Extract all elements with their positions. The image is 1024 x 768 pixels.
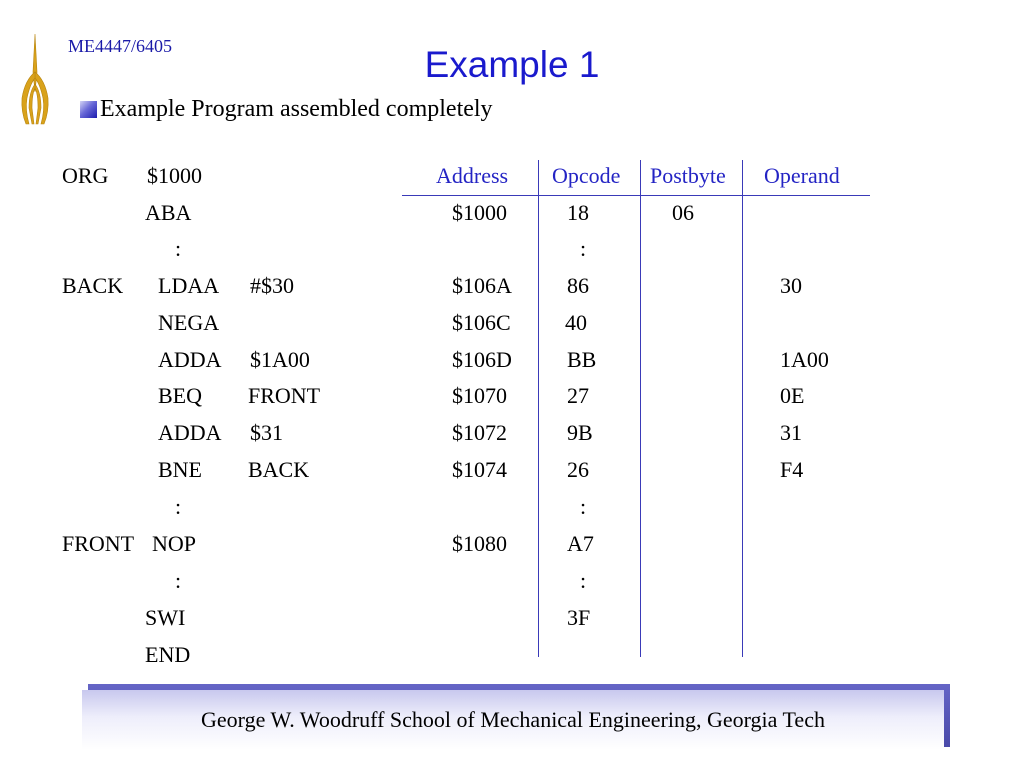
footer-banner [82, 690, 944, 750]
program-operand: BACK [248, 457, 310, 482]
program-ellipsis: : [175, 236, 182, 261]
program-ellipsis: : [175, 568, 182, 593]
cell-operand: F4 [780, 457, 804, 482]
column-divider [640, 160, 641, 657]
program-mnemonic: END [145, 642, 191, 667]
column-header-address: Address [436, 163, 509, 188]
column-divider [538, 160, 539, 657]
org-directive: ORG [62, 163, 109, 188]
program-mnemonic: ABA [145, 200, 192, 225]
cell-address: $1080 [452, 531, 507, 556]
cell-address: $1072 [452, 420, 507, 445]
cell-address: $1070 [452, 383, 507, 408]
course-code: ME4447/6405 [68, 36, 173, 56]
cell-opcode: 9B [567, 420, 593, 445]
cell-operand: 1A00 [780, 347, 829, 372]
header-divider [402, 195, 870, 196]
program-mnemonic: SWI [145, 605, 186, 630]
program-operand: $31 [250, 420, 283, 445]
cell-opcode: 27 [567, 383, 589, 408]
program-operand: $1A00 [250, 347, 310, 372]
cell-address: $1000 [452, 200, 507, 225]
program-operand: FRONT [248, 383, 321, 408]
cell-address: $1074 [452, 457, 507, 482]
cell-operand: 0E [780, 383, 805, 408]
cell-operand: 31 [780, 420, 802, 445]
program-mnemonic: LDAA [158, 273, 220, 298]
column-divider [742, 160, 743, 657]
cell-opcode: : [580, 236, 587, 261]
cell-opcode: 86 [567, 273, 589, 298]
slide-title: Example 1 [424, 44, 600, 85]
cell-address: $106A [452, 273, 512, 298]
program-mnemonic: NEGA [158, 310, 220, 335]
square-bullet-icon [80, 101, 97, 118]
cell-opcode: : [580, 568, 587, 593]
column-header-operand: Operand [764, 163, 840, 188]
org-value: $1000 [147, 163, 202, 188]
cell-opcode: 26 [567, 457, 589, 482]
program-mnemonic: ADDA [158, 420, 222, 445]
cell-opcode: A7 [567, 531, 594, 556]
cell-operand: 30 [780, 273, 802, 298]
program-label: BACK [62, 273, 124, 298]
cell-opcode: 18 [567, 200, 589, 225]
program-mnemonic: BNE [158, 457, 202, 482]
cell-address: $106C [452, 310, 511, 335]
bullet-point [80, 96, 493, 123]
program-operand: #$30 [250, 273, 294, 298]
program-ellipsis: : [175, 494, 182, 519]
program-mnemonic: NOP [152, 531, 197, 556]
cell-opcode: BB [567, 347, 597, 372]
program-mnemonic: BEQ [158, 383, 202, 408]
column-header-opcode: Opcode [552, 163, 621, 188]
program-mnemonic: ADDA [158, 347, 222, 372]
footer-text: George W. Woodruff School of Mechanical Engineering, Georgia Tech [201, 707, 825, 732]
cell-opcode: 3F [567, 605, 591, 630]
cell-opcode: : [580, 494, 587, 519]
cell-opcode: 40 [565, 310, 587, 335]
column-header-postbyte: Postbyte [650, 163, 726, 188]
cell-address: $106D [452, 347, 512, 372]
program-label: FRONT [62, 531, 135, 556]
bullet-text: Example Program assembled completely [100, 96, 493, 122]
cell-postbyte: 06 [672, 200, 694, 225]
